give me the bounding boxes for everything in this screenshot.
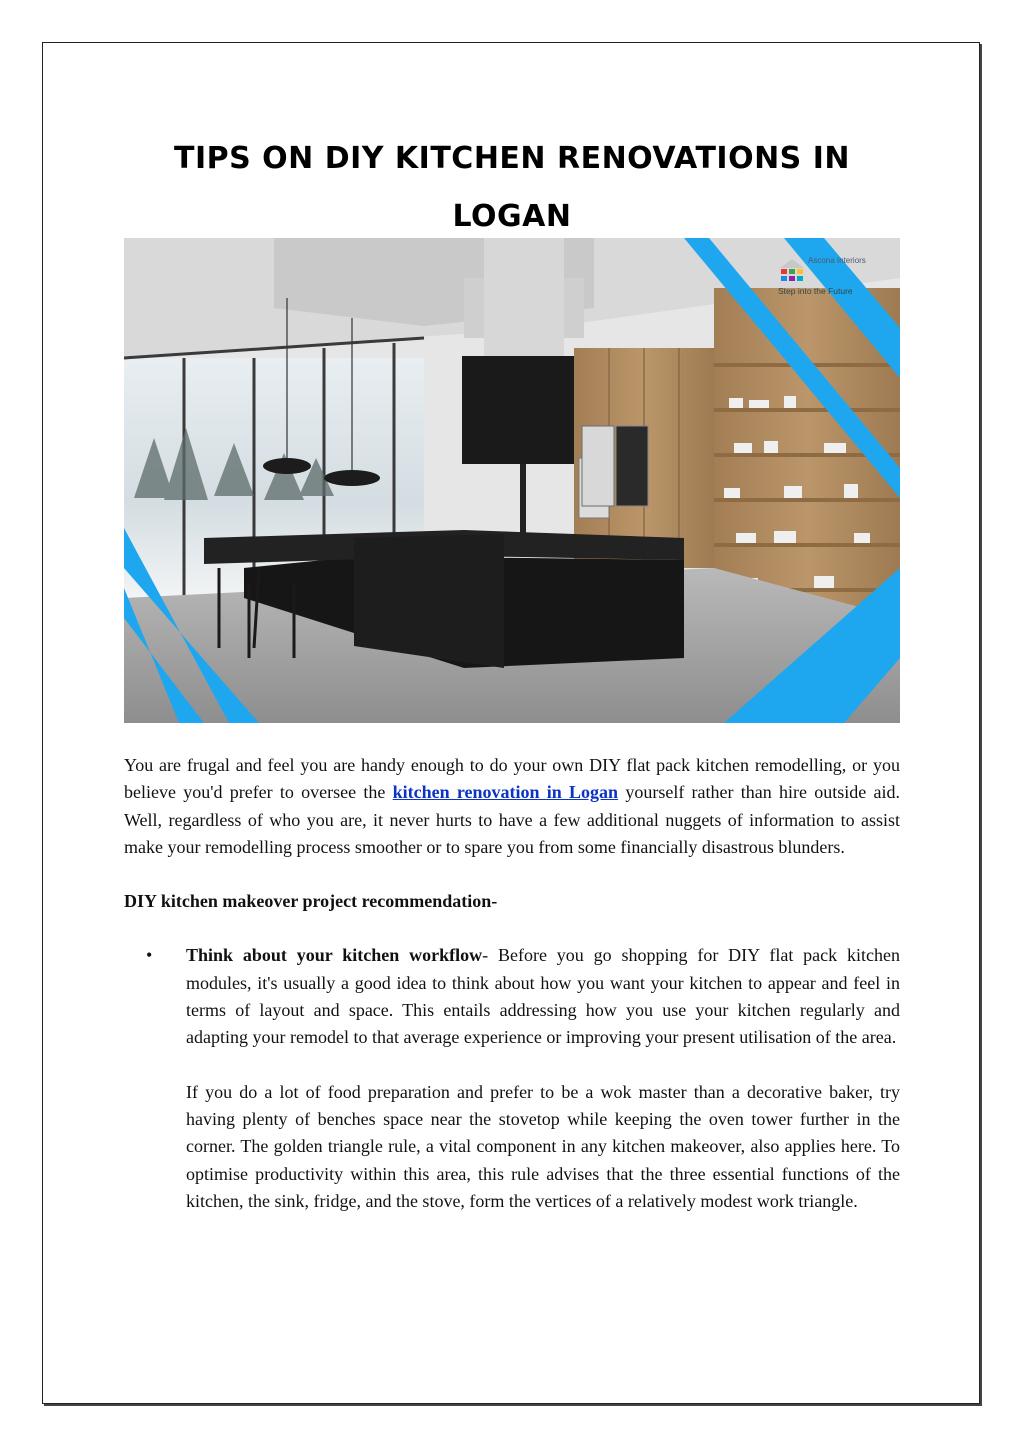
kitchen-illustration — [124, 238, 900, 723]
page-title: TIPS ON DIY KITCHEN RENOVATIONS IN LOGAN — [173, 141, 851, 234]
kitchen-renovation-link[interactable]: kitchen renovation in Logan — [392, 782, 619, 803]
tip-follow-up-paragraph: If you do a lot of food preparation and prefer to be a wok master than a decorative baker, try having plenty of benches space near the stovetop while keeping the oven tower further in the corner. The golden triangle rule, a vital component in any kitchen makeover, also applies here. To optimise productivity within this area, this rule advises that the three essential functions of the kitchen, the sink, fridge, and the stove, form the vertices of a relatively modest work triangle. — [186, 1081, 900, 1211]
intro-text-after: yourself rather than hire outside aid. Well, regardless of who you are, it never hurts to have a few additional nuggets of information to assist make your remodelling process smoother or to spare you from some financially disastrous blunders. — [124, 782, 900, 857]
section-subheading: DIY kitchen makeover project recommendation- — [124, 891, 498, 912]
tip-text: - Before you go shopping for DIY flat pack kitchen modules, it's usually a good idea to think about how you want your kitchen to appear and feel in terms of layout and space. This entails addressing how you use your kitchen regularly and adapting your remodel to that average experience or improving your present utilisation of the area. — [186, 945, 900, 1048]
list-item — [146, 942, 900, 1215]
bullet-marker: • — [146, 945, 153, 966]
kitchen-hero-image — [124, 238, 900, 723]
tip-paragraph — [186, 942, 900, 1051]
tip-term: Think about your kitchen workflow — [186, 945, 483, 966]
company-logo — [778, 252, 898, 300]
intro-text-before: You are frugal and feel you are handy enough to do your own DIY flat pack kitchen remodelling, or you believe you'd prefer to oversee the — [124, 755, 900, 803]
logo-tagline: Step into the Future — [778, 286, 853, 296]
logo-house-icon — [778, 256, 806, 284]
article-body — [124, 752, 900, 1215]
logo-name: Ascona Interiors — [808, 256, 866, 265]
intro-paragraph — [124, 752, 900, 861]
tips-list — [124, 942, 900, 1215]
